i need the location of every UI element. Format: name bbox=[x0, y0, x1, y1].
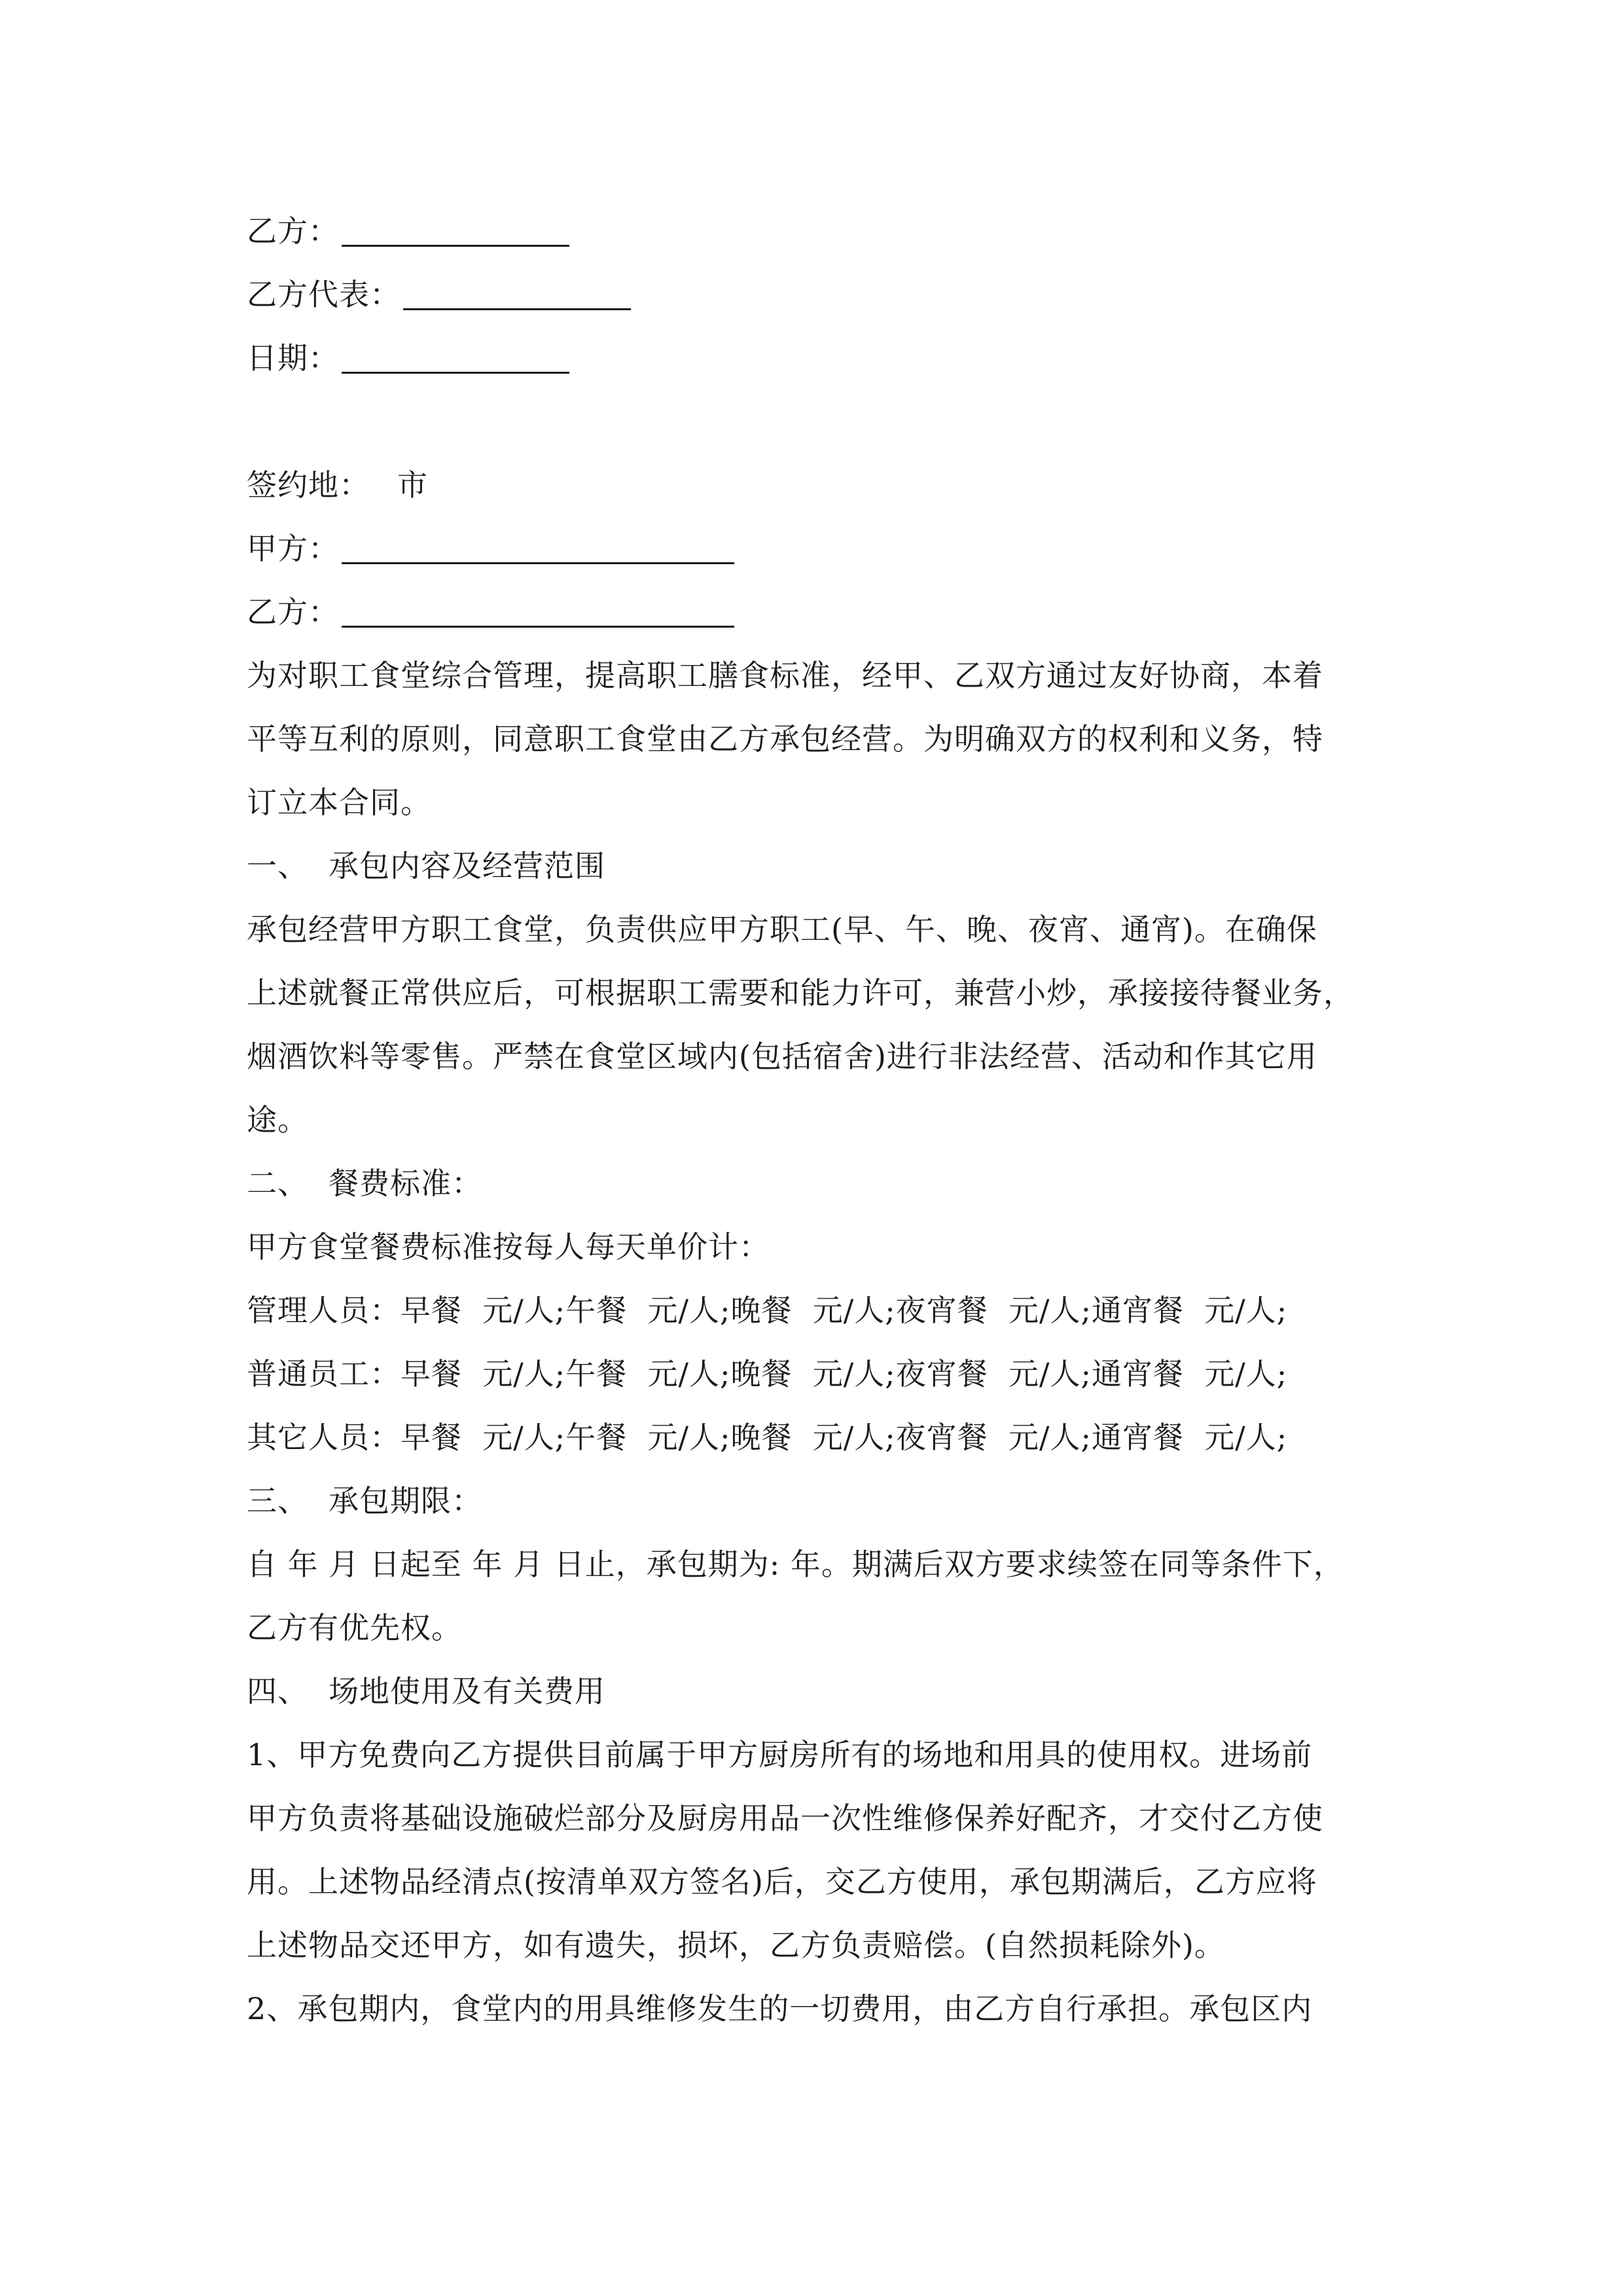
section-4-item-1-line-1: 1、甲方免费向乙方提供目前属于甲方厨房所有的场地和用具的使用权。进场前 bbox=[247, 1737, 1313, 1772]
fee-row-management: 管理人员：早餐 元/人;午餐 元/人;晚餐 元/人;夜宵餐 元/人;通宵餐 元/人; bbox=[247, 1293, 1288, 1328]
section-2-title: 餐费标准： bbox=[329, 1166, 482, 1201]
party-b-header-blank bbox=[342, 596, 734, 628]
section-4-heading bbox=[247, 1660, 1385, 1723]
contract-body bbox=[247, 200, 1385, 2041]
party-b-rep-signature-line bbox=[247, 263, 1385, 327]
section-2-number: 二、 bbox=[247, 1166, 308, 1201]
section-2-heading bbox=[247, 1152, 1385, 1215]
intro-line-3: 订立本合同。 bbox=[247, 785, 431, 820]
section-4-title: 场地使用及有关费用 bbox=[329, 1674, 605, 1709]
section-4-item-1-line-4: 上述物品交还甲方，如有遗失，损坏，乙方负责赔偿。(自然损耗除外)。 bbox=[247, 1928, 1225, 1963]
section-3-number: 三、 bbox=[247, 1483, 308, 1518]
party-b-label: 乙方： bbox=[247, 213, 339, 249]
fee-row-staff: 普通员工：早餐 元/人;午餐 元/人;晚餐 元/人;夜宵餐 元/人;通宵餐 元/人; bbox=[247, 1356, 1288, 1391]
signing-place-line bbox=[247, 454, 1385, 517]
party-b-rep-label: 乙方代表： bbox=[247, 277, 401, 312]
section-3-title: 承包期限： bbox=[329, 1483, 482, 1518]
party-b-rep-blank bbox=[403, 278, 631, 310]
section-3-line-1: 自 年 月 日起至 年 月 日止，承包期为: 年。期满后双方要求续签在同等条件下， bbox=[247, 1547, 1344, 1582]
section-4-item-1-line-3: 用。上述物品经清点(按清单双方签名)后，交乙方使用，承包期满后，乙方应将 bbox=[247, 1864, 1317, 1899]
section-1-line-3: 烟酒饮料等零售。严禁在食堂区域内(包括宿舍)进行非法经营、活动和作其它用 bbox=[247, 1039, 1317, 1074]
fee-row-others: 其它人员：早餐 元/人;午餐 元/人;晚餐 元/人;夜宵餐 元/人;通宵餐 元/人; bbox=[247, 1420, 1288, 1455]
party-b-line bbox=[247, 581, 1385, 644]
section-1-line-1: 承包经营甲方职工食堂，负责供应甲方职工(早、午、晚、夜宵、通宵)。在确保 bbox=[247, 912, 1317, 947]
section-4-item-1-line-2: 甲方负责将基础设施破烂部分及厨房用品一次性维修保养好配齐，才交付乙方使 bbox=[247, 1801, 1323, 1836]
place-label: 签约地： bbox=[247, 467, 370, 503]
party-b-signature-line bbox=[247, 200, 1385, 263]
section-3-line-2: 乙方有优先权。 bbox=[247, 1610, 462, 1645]
section-1-line-2: 上述就餐正常供应后，可根据职工需要和能力许可，兼营小炒，承接接待餐业务， bbox=[247, 975, 1354, 1011]
section-2-intro: 甲方食堂餐费标准按每人每天单价计： bbox=[247, 1229, 770, 1265]
date-label: 日期： bbox=[247, 340, 339, 376]
section-4-number: 四、 bbox=[247, 1674, 308, 1709]
intro-line-1: 为对职工食堂综合管理，提高职工膳食标准，经甲、乙双方通过友好协商，本着 bbox=[247, 658, 1323, 693]
party-a-blank bbox=[342, 532, 734, 564]
section-1-heading bbox=[247, 834, 1385, 898]
date-signature-line bbox=[247, 327, 1385, 390]
section-1-number: 一、 bbox=[247, 848, 308, 884]
party-a-line bbox=[247, 517, 1385, 581]
date-blank bbox=[342, 342, 569, 374]
party-a-label: 甲方： bbox=[247, 531, 339, 566]
section-4-item-2-line-1: 2、承包期内，食堂内的用具维修发生的一切费用，由乙方自行承担。承包区内 bbox=[247, 1991, 1313, 2026]
section-1-title: 承包内容及经营范围 bbox=[329, 848, 605, 884]
party-b-blank bbox=[342, 215, 569, 247]
place-value: 市 bbox=[397, 467, 428, 503]
spacer bbox=[247, 390, 1385, 454]
intro-line-2: 平等互利的原则，同意职工食堂由乙方承包经营。为明确双方的权利和义务，特 bbox=[247, 721, 1323, 757]
section-3-heading bbox=[247, 1469, 1385, 1533]
party-b-header-label: 乙方： bbox=[247, 594, 339, 630]
section-1-line-4: 途。 bbox=[247, 1102, 308, 1138]
